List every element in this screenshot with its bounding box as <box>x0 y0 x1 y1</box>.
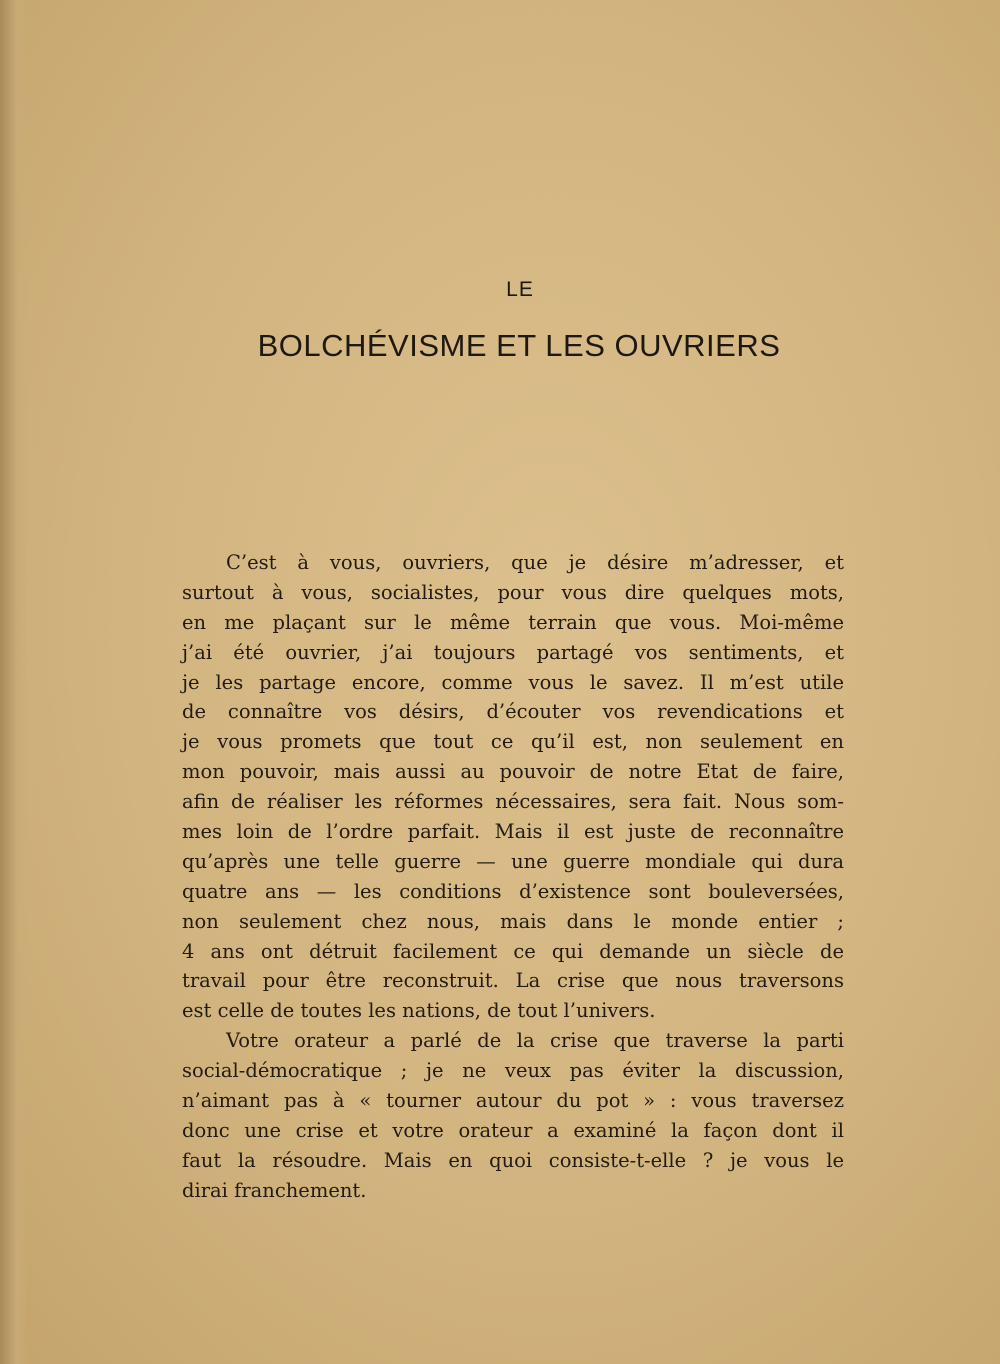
text-line: qu’après une telle guerre — une guerre mondiale qui dura <box>182 849 844 873</box>
text-line: je vous promets que tout ce qu’il est, non seulement en <box>182 730 844 754</box>
text-line: mes loin de l’ordre parfait. Mais il est juste de reconnaître <box>182 820 844 844</box>
text-line: je les partage encore, comme vous le savez. Il m’est utile <box>182 670 844 694</box>
text-line: afin de réaliser les réformes nécessaires, sera fait. Nous som- <box>182 790 844 814</box>
body-text <box>182 548 844 1206</box>
page-gutter <box>0 0 28 1364</box>
chapter-title: BOLCHÉVISME ET LES OUVRIERS <box>257 328 781 363</box>
text-line: j’ai été ouvrier, j’ai toujours partagé vos sentiments, et <box>182 640 844 664</box>
text-line: en me plaçant sur le même terrain que vous. Moi-même <box>182 610 844 634</box>
text-line: travail pour être reconstruit. La crise que nous traversons <box>182 969 844 993</box>
text-line: de connaître vos désirs, d’écouter vos revendications et <box>182 700 844 724</box>
text-line: quatre ans — les conditions d’existence sont bouleversées, <box>182 879 844 903</box>
text-line: C’est à vous, ouvriers, que je désire m’adresser, et <box>226 551 844 574</box>
text-line: 4 ans ont détruit facilement ce qui demande un siècle de <box>182 939 844 963</box>
text-line: dirai franchement. <box>182 1178 367 1202</box>
text-line: Votre orateur a parlé de la crise que traverse la parti <box>226 1029 844 1053</box>
text-line: non seulement chez nous, mais dans le monde entier ; <box>182 909 844 933</box>
text-line: est celle de toutes les nations, de tout l’univers. <box>182 999 656 1023</box>
text-line: mon pouvoir, mais aussi au pouvoir de notre Etat de faire, <box>182 760 844 784</box>
text-line: surtout à vous, socialistes, pour vous dire quelques mots, <box>182 580 844 604</box>
text-line: faut la résoudre. Mais en quoi consiste-t-elle ? je vous le <box>182 1148 844 1172</box>
pre-title: LE <box>506 278 534 301</box>
text-line: social-démocratique ; je ne veux pas éviter la discussion, <box>182 1059 844 1083</box>
text-line: n’aimant pas à « tourner autour du pot » : vous traversez <box>182 1089 844 1113</box>
text-line: donc une crise et votre orateur a examiné la façon dont il <box>182 1118 844 1142</box>
